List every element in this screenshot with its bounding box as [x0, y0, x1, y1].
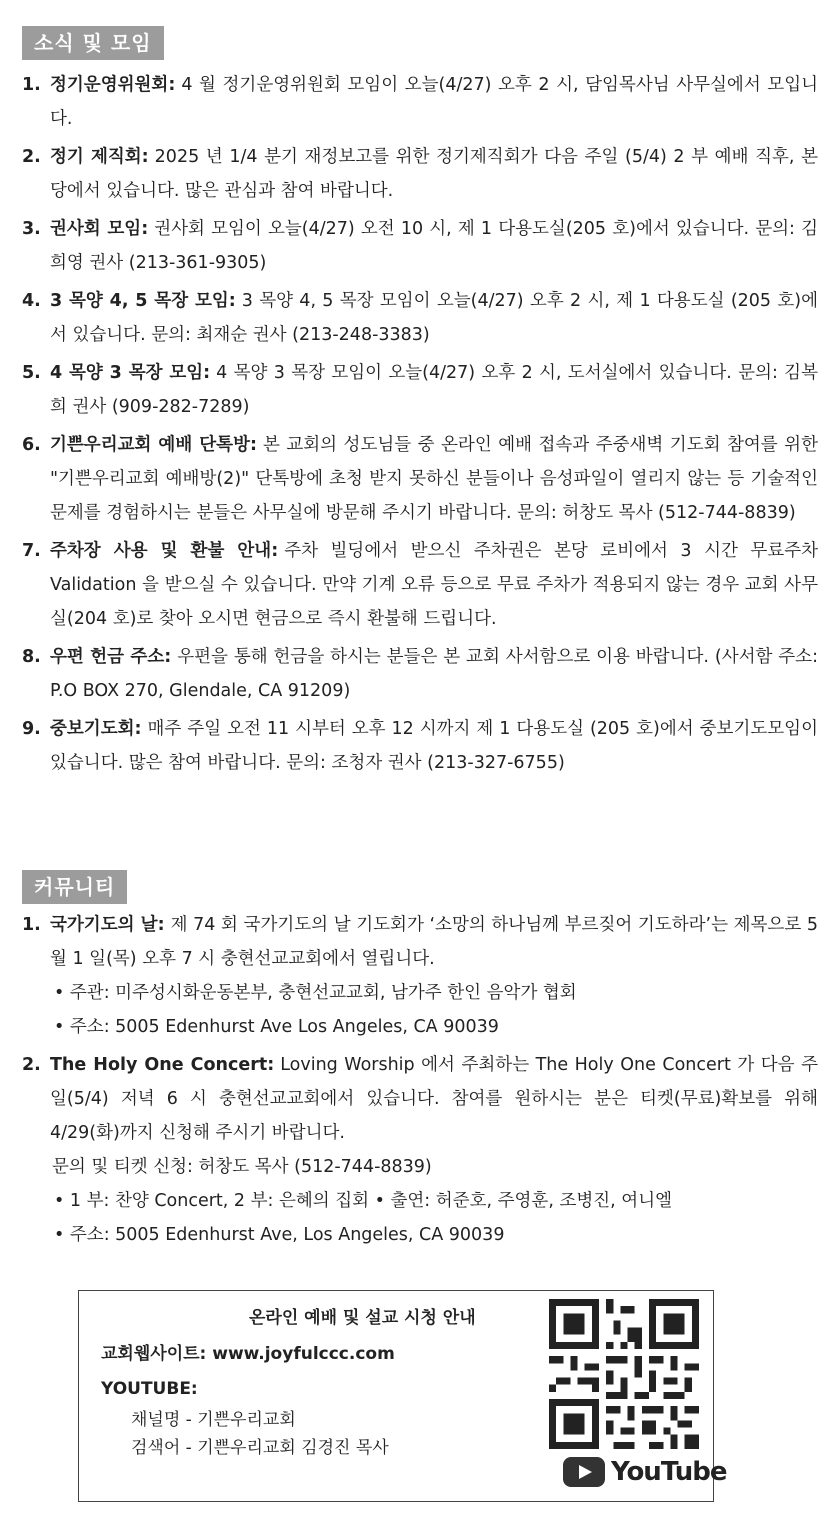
item-number: 7.: [22, 541, 41, 561]
news-item: [22, 640, 818, 708]
news-section-header: 소식 및 모임: [22, 26, 164, 60]
item-contact: 문의 및 티켓 신청: 허창도 목사 (512-744-8839): [52, 1157, 432, 1177]
item-title: 중보기도회:: [50, 719, 142, 739]
item-text: 2025 년 1/4 분기 재정보고를 위한 정기제직회가 다음 주일 (5/4) 2 부 예배 직후, 본당에서 있습니다. 많은 관심과 참여 바랍니다.: [50, 147, 818, 201]
online-info-box: [78, 1290, 727, 1502]
item-number: 2.: [22, 1055, 41, 1075]
item-title: The Holy One Concert:: [50, 1055, 275, 1075]
item-number: 8.: [22, 647, 41, 667]
news-item: [22, 212, 818, 280]
item-title: 정기 제직회:: [50, 147, 149, 167]
item-title: 4 목양 3 목장 모임:: [50, 363, 211, 383]
news-item: [22, 428, 818, 530]
news-item: [22, 712, 818, 780]
item-bullet: • 1 부: 찬양 Concert, 2 부: 은혜의 집회 • 출연: 허준호, 주영훈, 조병진, 여니엘: [54, 1191, 673, 1211]
item-text: 우편을 통해 헌금을 하시는 분들은 본 교회 사서함으로 이용 바랍니다. (사서함 주소: P.O BOX 270, Glendale, CA 91209): [50, 647, 818, 701]
item-bullet: • 주소: 5005 Edenhurst Ave, Los Angeles, CA 90039: [54, 1225, 505, 1245]
youtube-play-icon: [563, 1457, 605, 1487]
item-number: 6.: [22, 435, 41, 455]
item-number: 3.: [22, 219, 41, 239]
website-line: 교회웹사이트: www.joyfulccc.com: [101, 1344, 395, 1364]
community-item: [22, 1048, 818, 1252]
search-term: 검색어 - 기쁜우리교회 김경진 목사: [131, 1438, 389, 1458]
item-text: 본 교회의 성도님들 중 온라인 예배 접속과 주중새벽 기도회 참여를 위한 "기쁜우리교회 예배방(2)" 단톡방에 초청 받지 못하신 분들이나 음성파일이 열리지 않는 등 기술적인 문제를 경험하시는 분들은 사무실에 방문해 주시기 바랍니다. 문의: 허창도 목사 (512-744-8839): [50, 435, 818, 523]
item-number: 2.: [22, 147, 41, 167]
news-item: [22, 534, 818, 636]
community-list: [22, 908, 818, 1256]
item-title: 3 목양 4, 5 목장 모임:: [50, 291, 236, 311]
item-text: 주차 빌딩에서 받으신 주차권은 본당 로비에서 3 시간 무료주차 Validation 을 받으실 수 있습니다. 만약 기계 오류 등으로 무료 주차가 적용되지 않는 경우 교회 사무실(204 호)로 찾아 오시면 현금으로 즉시 환불해 드립니다.: [50, 541, 819, 629]
item-text: 권사회 모임이 오늘(4/27) 오전 10 시, 제 1 다용도실(205 호)에서 있습니다. 문의: 김희영 권사 (213-361-9305): [50, 219, 819, 273]
community-item: [22, 908, 818, 1044]
item-number: 9.: [22, 719, 41, 739]
news-item: [22, 356, 818, 424]
item-title: 기쁜우리교회 예배 단톡방:: [50, 435, 257, 455]
channel-name: 채널명 - 기쁜우리교회: [131, 1410, 296, 1430]
item-text: 3 목양 4, 5 목장 모임이 오늘(4/27) 오후 2 시, 제 1 다용도실 (205 호)에서 있습니다. 문의: 최재순 권사 (213-248-3383): [50, 291, 818, 345]
youtube-label: YOUTUBE:: [101, 1379, 198, 1399]
community-section-header: 커뮤니티: [22, 870, 127, 904]
item-bullet: • 주관: 미주성시화운동본부, 충현선교교회, 남가주 한인 음악가 협회: [54, 983, 577, 1003]
qr-code-icon: [549, 1299, 699, 1449]
news-list: [22, 68, 818, 784]
item-text: Loving Worship 에서 주최하는 The Holy One Concert 가 다음 주일(5/4) 저녁 6 시 충현선교교회에서 있습니다. 참여를 원하시는 분은 티켓(무료)확보를 위해 4/29(화)까지 신청해 주시기 바랍니다.: [50, 1055, 818, 1143]
item-text: 4 월 정기운영위원회 모임이 오늘(4/27) 오후 2 시, 담임목사님 사무실에서 모입니다.: [50, 75, 818, 129]
item-number: 4.: [22, 291, 41, 311]
item-number: 1.: [22, 915, 41, 935]
item-title: 정기운영위원회:: [50, 75, 176, 95]
news-item: [22, 68, 818, 136]
item-number: 1.: [22, 75, 41, 95]
news-item: [22, 140, 818, 208]
item-number: 5.: [22, 363, 41, 383]
item-title: 우편 헌금 주소:: [50, 647, 172, 667]
item-text: 4 목양 3 목장 모임이 오늘(4/27) 오후 2 시, 도서실에서 있습니다. 문의: 김복희 권사 (909-282-7289): [50, 363, 818, 417]
item-text: 제 74 회 국가기도의 날 기도회가 ‘소망의 하나님께 부르짖어 기도하라’는 제목으로 5 월 1 일(목) 오후 7 시 충현선교교회에서 열립니다.: [50, 915, 818, 969]
youtube-logo-text: YouTube: [611, 1457, 727, 1487]
item-title: 주차장 사용 및 환불 안내:: [50, 541, 279, 561]
item-title: 권사회 모임:: [50, 219, 149, 239]
item-bullet: • 주소: 5005 Edenhurst Ave Los Angeles, CA 90039: [54, 1017, 499, 1037]
item-text: 매주 주일 오전 11 시부터 오후 12 시까지 제 1 다용도실 (205 호)에서 중보기도모임이 있습니다. 많은 참여 바랍니다. 문의: 조청자 권사 (213-327-6755): [50, 719, 818, 773]
online-title: 온라인 예배 및 설교 시청 안내: [249, 1308, 476, 1328]
news-item: [22, 284, 818, 352]
item-title: 국가기도의 날:: [50, 915, 165, 935]
youtube-logo: [563, 1457, 726, 1487]
